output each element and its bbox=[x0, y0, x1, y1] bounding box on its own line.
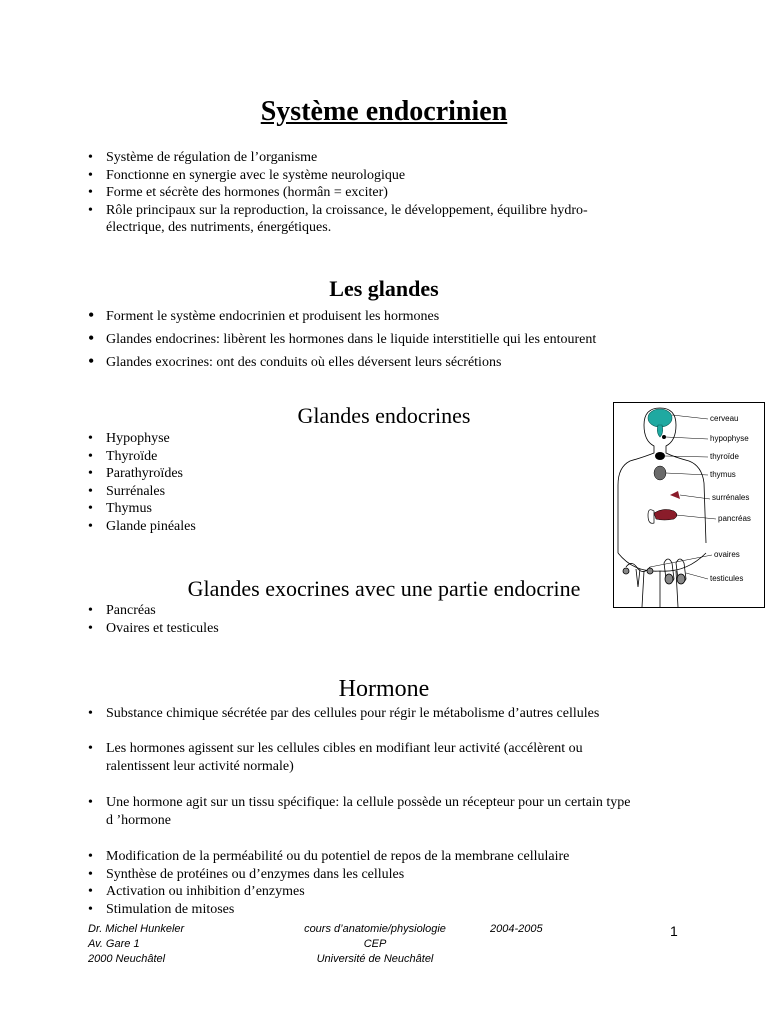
list-item: • Glande pinéales bbox=[88, 518, 196, 534]
bullet-icon: • bbox=[88, 795, 93, 810]
brainstem-icon bbox=[657, 425, 662, 437]
bullet-icon: • bbox=[88, 866, 93, 882]
glandes-list bbox=[88, 305, 688, 374]
figure-label-thymus: thymus bbox=[710, 470, 736, 479]
list-item-continuation: ralentissent leur activité normale) bbox=[106, 758, 294, 774]
list-item: • Forme et sécrète des hormones (hormân = exciter) bbox=[88, 185, 388, 200]
pancreas-icon bbox=[654, 509, 677, 520]
bullet-icon: • bbox=[88, 741, 93, 756]
label-leader-lines bbox=[650, 415, 716, 579]
bullet-icon: • bbox=[88, 448, 93, 464]
endocrine-system-figure bbox=[613, 402, 765, 608]
endocrines-list bbox=[88, 430, 388, 535]
duodenum-icon bbox=[648, 510, 654, 524]
list-item-continuation: d ’hormone bbox=[106, 812, 171, 828]
footer-year: 2004-2005 bbox=[490, 923, 543, 935]
list-item: • Rôle principaux sur la reproduction, la croissance, le développement, équilibre hydro- bbox=[88, 202, 588, 218]
bullet-icon: • bbox=[88, 466, 93, 481]
list-item: • Modification de la perméabilité ou du potentiel de repos de la membrane cellulaire bbox=[88, 849, 570, 864]
thyroid-icon bbox=[655, 452, 665, 460]
bullet-icon: • bbox=[88, 884, 93, 899]
section-heading-endocrines: Glandes endocrines bbox=[297, 403, 471, 428]
section-heading-exocrines: Glandes exocrines avec une partie endocrine bbox=[187, 576, 581, 601]
list-item: • Glandes exocrines: ont des conduits où elles déversent leurs sécrétions bbox=[88, 351, 502, 371]
footer-address: Av. Gare 1 bbox=[88, 938, 140, 950]
bullet-icon: • bbox=[88, 849, 93, 864]
bullet-icon: • bbox=[88, 185, 93, 200]
bullet-icon: • bbox=[88, 328, 95, 348]
figure-label-pancreas: pancréas bbox=[718, 514, 751, 523]
hormone-list-2 bbox=[88, 740, 688, 775]
adrenal-icon bbox=[670, 491, 680, 499]
list-item: • Stimulation de mitoses bbox=[88, 901, 235, 917]
list-item: • Thymus bbox=[88, 501, 152, 516]
intro-list bbox=[88, 149, 668, 237]
list-item: • Système de régulation de l’organisme bbox=[88, 150, 318, 165]
list-item: • Une hormone agit sur un tissu spécifique: la cellule possède un récepteur pour un certain type bbox=[88, 795, 631, 810]
section-heading-glandes: Les glandes bbox=[329, 276, 439, 301]
ovaries-icon bbox=[623, 563, 653, 587]
body-outline bbox=[618, 408, 706, 607]
list-item: • Synthèse de protéines ou d’enzymes dans les cellules bbox=[88, 866, 405, 882]
pituitary-icon bbox=[662, 435, 666, 439]
hormone-list-3 bbox=[88, 794, 688, 829]
bullet-icon: • bbox=[88, 501, 93, 516]
figure-label-hypophyse: hypophyse bbox=[710, 434, 749, 443]
list-item: • Hypophyse bbox=[88, 431, 170, 446]
list-item: • Substance chimique sécrétée par des cellules pour régir le métabolisme d’autres cellules bbox=[88, 706, 600, 721]
bullet-icon: • bbox=[88, 518, 93, 534]
figure-label-cerveau: cerveau bbox=[710, 414, 739, 423]
list-item: • Glandes endocrines: libèrent les hormones dans le liquide interstitielle qui les entourent bbox=[88, 328, 597, 348]
bullet-icon: • bbox=[88, 483, 93, 499]
bullet-icon: • bbox=[88, 620, 93, 636]
bullet-icon: • bbox=[88, 431, 93, 446]
figure-label-ovaires: ovaires bbox=[714, 550, 740, 559]
list-item: • Parathyroïdes bbox=[88, 466, 183, 481]
footer-city: 2000 Neuchâtel bbox=[88, 953, 166, 965]
figure-label-thyroide: thyroïde bbox=[710, 452, 739, 461]
list-item: • Activation ou inhibition d’enzymes bbox=[88, 884, 305, 899]
page-title: Système endocrinien bbox=[260, 96, 508, 127]
footer-university: Université de Neuchâtel bbox=[316, 953, 434, 965]
footer-author-block bbox=[88, 922, 184, 967]
footer-cep: CEP bbox=[363, 938, 387, 950]
list-item: • Thyroïde bbox=[88, 448, 158, 464]
list-item: • Forment le système endocrinien et produisent les hormones bbox=[88, 305, 440, 325]
list-item: • Ovaires et testicules bbox=[88, 620, 219, 636]
bullet-icon: • bbox=[88, 150, 93, 165]
bullet-icon: • bbox=[88, 305, 95, 325]
figure-label-surrenales: surrénales bbox=[712, 493, 750, 502]
bullet-icon: • bbox=[88, 202, 93, 218]
list-item: • Fonctionne en synergie avec le système neurologique bbox=[88, 167, 406, 183]
footer-course-block bbox=[280, 922, 470, 967]
bullet-icon: • bbox=[88, 167, 93, 183]
section-heading-hormone: Hormone bbox=[338, 676, 430, 702]
hormone-list-1 bbox=[88, 705, 688, 723]
page-number: 1 bbox=[670, 923, 678, 939]
bullet-icon: • bbox=[88, 351, 95, 371]
list-item: • Les hormones agissent sur les cellules cibles en modifiant leur activité (accélèrent ou bbox=[88, 741, 583, 756]
list-item: • Surrénales bbox=[88, 483, 166, 499]
exocrines-list bbox=[88, 602, 388, 637]
hormone-list-4 bbox=[88, 848, 688, 918]
list-item-continuation: électrique, des nutriments, énergétiques. bbox=[106, 220, 332, 235]
thymus-icon bbox=[654, 466, 666, 480]
figure-label-testicules: testicules bbox=[710, 574, 744, 583]
brain-icon bbox=[648, 409, 672, 427]
bullet-icon: • bbox=[88, 901, 93, 917]
bullet-icon: • bbox=[88, 706, 93, 721]
list-item: • Pancréas bbox=[88, 603, 156, 618]
footer-author: Dr. Michel Hunkeler bbox=[88, 923, 185, 935]
footer-course: cours d’anatomie/physiologie bbox=[304, 923, 446, 935]
bullet-icon: • bbox=[88, 603, 93, 618]
